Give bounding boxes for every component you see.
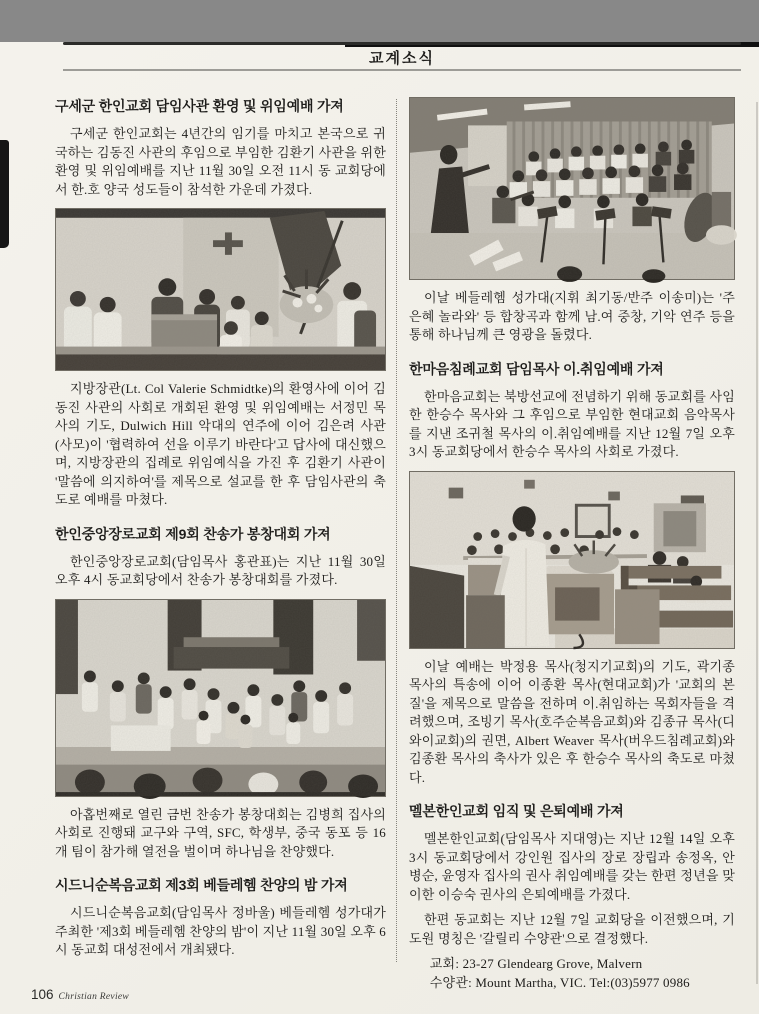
article-paragraph: 한마음교회는 북방선교에 전념하기 위해 동교회를 사임한 한승수 목사와 그 후임으로 부임한 현대교회 음악목사를 지낸 조귀철 목사의 이.취임예배를 지난 12월 7일 오후 3시 동교회당에서 한승수 목사의 사회로 가졌다. bbox=[409, 388, 735, 459]
photo-hymn-contest bbox=[55, 599, 386, 797]
right-column bbox=[409, 97, 735, 992]
photo-installation-service bbox=[409, 471, 735, 649]
scan-artifact-right-edge bbox=[756, 102, 758, 984]
article-paragraph: 멜본한인교회(담임목사 지대영)는 지난 12월 14일 오후 3시 동교회당에서 강인원 집사의 장로 장립과 송정옥, 안병순, 윤영자 집사의 권사 취임예배를 갖는 한편 정년을 맞이한 이승숙 권사의 은퇴예배를 가졌다. bbox=[409, 831, 735, 902]
magazine-name: Christian Review bbox=[58, 992, 130, 1002]
article-paragraph: 아홉번째로 열린 금번 찬송가 봉창대회는 김병희 집사의 사회로 진행돼 교구와 구역, SFC, 학생부, 중국 동포 등 16개 팀이 참가해 열전을 벌이며 하나님을 찬양했다. bbox=[55, 806, 386, 859]
church-address-line: 교회: 23-27 Glendearg Grove, Malvern bbox=[429, 956, 643, 971]
article-paragraph: 지방장관(Lt. Col Valerie Schmidtke)의 환영사에 이어 김동진 사관의 사회로 개회된 환영 및 위임예배는 서정민 목사의 기도, Dulwich Hill 악대의 연주에 이어 김은려 사관(사모)이 '협력하여 선을 이루기 바란다'고 답사에 대신했으며, 지방장관의 집례로 위임예식을 가진 후 김환기 사관이 '말씀에 의지하여'를 제목으로 설교를 한 후 담임사관의 축도로 예배를 마쳤다. bbox=[55, 381, 386, 507]
page-number: 106 bbox=[31, 987, 54, 1002]
photo-salvation-army-service bbox=[55, 208, 386, 371]
magazine-page bbox=[0, 42, 759, 1014]
scan-artifact-left-blob bbox=[0, 140, 9, 248]
article-paragraph: 한인중앙장로교회(담임목사 홍관표)는 지난 11월 30일 오후 4시 동교회당에서 찬송가 봉창대회를 가졌다. bbox=[55, 553, 386, 587]
photo-bethlehem-choir-image bbox=[409, 97, 735, 280]
article-paragraph: 구세군 한인교회는 4년간의 임기를 마치고 본국으로 귀국하는 김동진 사관의 후임으로 부임한 김환기 사관을 위한 환영 및 위임예배를 지난 11월 30일 오전 11시 동 교회당에서 한.호 양국 성도들이 참석한 가운데 가졌다. bbox=[55, 126, 386, 197]
column-divider bbox=[396, 99, 397, 962]
page-footer bbox=[31, 987, 129, 1002]
article-paragraph: 한편 동교회는 지난 12월 7일 교회당을 이전했으며, 기도원 명칭은 '갈릴리 수양관'으로 결정했다. bbox=[409, 912, 735, 946]
photo-hymn-contest-image bbox=[55, 599, 386, 797]
article-title-melbourne-ordination: 멜본한인교회 임직 및 은퇴예배 가져 bbox=[409, 803, 624, 819]
retreat-address-line: 수양관: Mount Martha, VIC. Tel:(03)5977 0986 bbox=[429, 974, 690, 990]
article-title-hanmaeum-installation: 한마음침례교회 담임목사 이.취임예배 가져 bbox=[409, 360, 664, 377]
section-title: 교계소식 bbox=[369, 50, 435, 67]
photo-salvation-army-image bbox=[55, 208, 386, 371]
photo-bethlehem-choir bbox=[409, 97, 735, 280]
two-column-body bbox=[0, 71, 759, 992]
left-column bbox=[55, 97, 386, 992]
header-rule-bottom bbox=[63, 69, 741, 71]
article-title-bethlehem-night: 시드니순복음교회 제3회 베들레헴 찬양의 밤 가져 bbox=[55, 877, 348, 893]
article-paragraph: 이날 베들레헴 성가대(지휘 최기동/반주 이송미)는 '주 은혜 놀라와' 등 합창곡과 함께 남.여 중창, 기악 연주 등을 통해 하나님께 큰 영광을 돌렸다. bbox=[409, 290, 735, 342]
article-paragraph: 시드니순복음교회(담임목사 정바울) 베들레헴 성가대가 주최한 '제3회 베들레헴 찬양의 밤'이 지난 11월 30일 오후 6시 동교회 대성전에서 개최됐다. bbox=[55, 905, 387, 957]
photo-installation-service-image bbox=[409, 471, 735, 649]
article-title-hymn-contest: 한인중앙장로교회 제9회 찬송가 봉창대회 가져 bbox=[55, 525, 331, 542]
section-header bbox=[63, 42, 741, 71]
article-paragraph: 이날 예배는 박정용 목사(청지기교회)의 기도, 곽기종 목사의 특송에 이어 이종환 목사(현대교회)가 '교회의 본질'을 제목으로 말씀을 전하며 이.취임하는 목회자들을 격려했으며, 조빙기 목사(호주순복음교회)와 김종규 목사(디와이교회)의 권면, Albert Weaver 목사(버우드침례교회)와 김종환 목사의 축사가 있은 후 한승수 목사의 축도로 마쳤다. bbox=[409, 658, 735, 785]
article-title-salvation-army: 구세군 한인교회 담임사관 환영 및 위임예배 가져 bbox=[55, 98, 344, 114]
